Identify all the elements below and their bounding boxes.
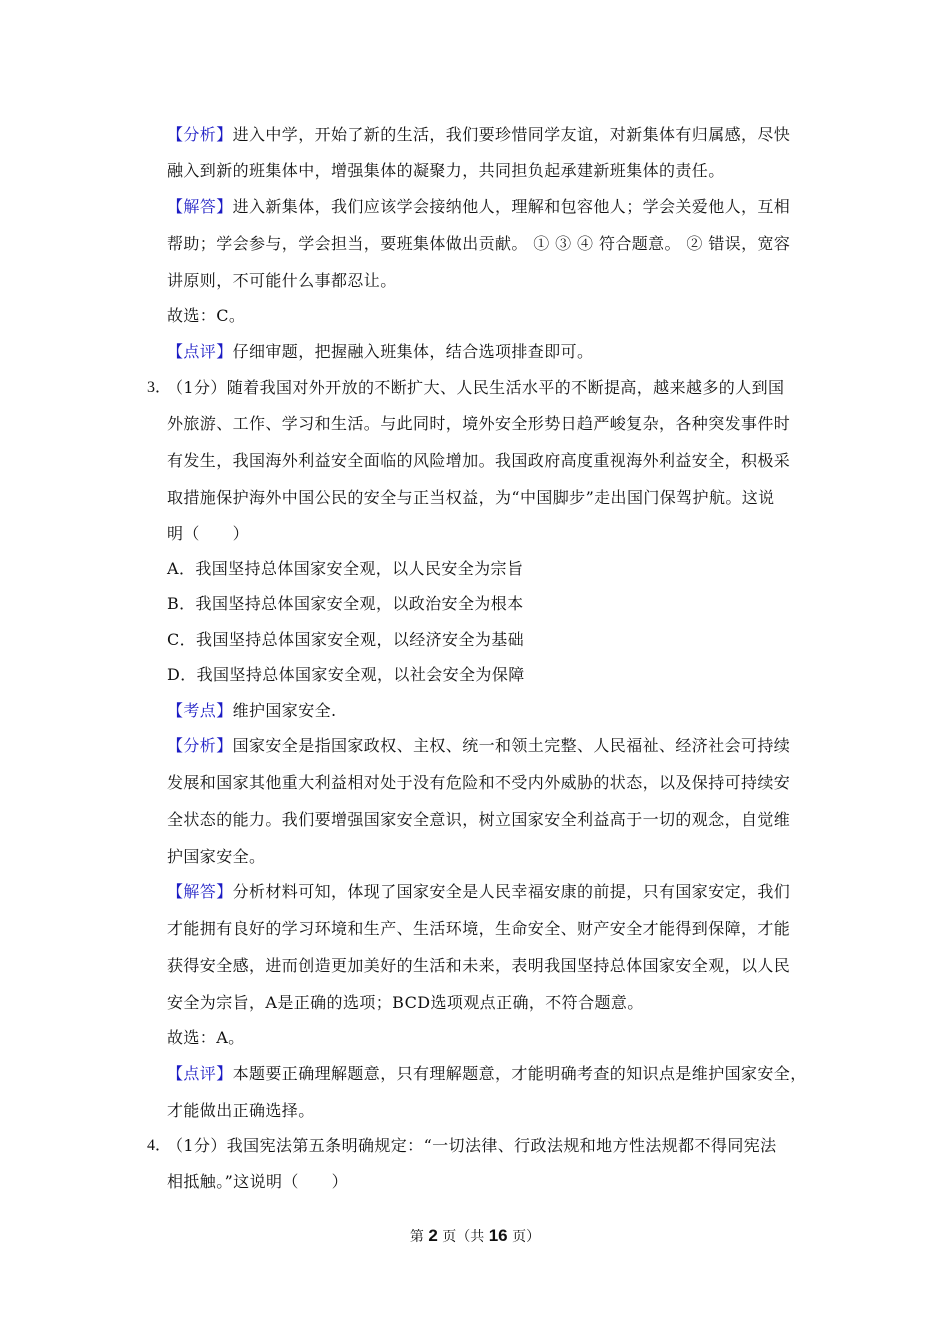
q3-stem-line-5: 明（ ）	[167, 524, 250, 543]
answer-tag: 【解答】	[167, 882, 233, 901]
q2-answer-line-3: 讲原则，不可能什么事都忍让。	[167, 271, 397, 290]
q3-stem-line-1: （1分）随着我国对外开放的不断扩大、人民生活水平的不断提高，越来越多的人到国	[167, 378, 785, 397]
q4-stem-line-2: 相抵触。”这说明（ ）	[167, 1172, 348, 1191]
q4-number: 4．	[147, 1137, 172, 1154]
q3-answer-line-3: 获得安全感，进而创造更加美好的生活和未来，表明我国坚持总体国家安全观，以人民	[167, 956, 791, 975]
analysis-tag: 【分析】	[167, 125, 233, 144]
point-tag: 【考点】	[167, 701, 233, 720]
q3-number: 3．	[147, 379, 172, 396]
q2-analysis-line-1: 【分析】进入中学，开始了新的生活，我们要珍惜同学友谊，对新集体有归属感，尽快	[167, 125, 791, 144]
q3-option-a: A．我国坚持总体国家安全观，以人民安全为宗旨	[167, 559, 524, 578]
answer-tag: 【解答】	[167, 197, 233, 216]
current-page-number: 2	[428, 1226, 438, 1245]
q2-comment: 【点评】仔细审题，把握融入班集体，结合选项排查即可。	[167, 342, 594, 361]
q3-answer-line-2: 才能拥有良好的学习环境和生产、生活环境，生命安全、财产安全才能得到保障，才能	[167, 919, 791, 938]
q2-choice: 故选：C。	[167, 306, 246, 325]
q3-answer-line-4: 安全为宗旨，A是正确的选项；BCD选项观点正确，不符合题意。	[167, 993, 644, 1012]
comment-tag: 【点评】	[167, 342, 233, 361]
analysis-tag: 【分析】	[167, 736, 233, 755]
q3-analysis-line-3: 全状态的能力。我们要增强国家安全意识，树立国家安全利益高于一切的观念，自觉维	[167, 810, 791, 829]
q3-option-b: B．我国坚持总体国家安全观，以政治安全为根本	[167, 594, 524, 613]
q3-option-c: C．我国坚持总体国家安全观，以经济安全为基础	[167, 630, 525, 649]
q3-choice: 故选：A。	[167, 1028, 245, 1047]
q3-stem-line-3: 有发生，我国海外利益安全面临的风险增加。我国政府高度重视海外利益安全，积极采	[167, 451, 791, 470]
q3-stem-line-2: 外旅游、工作、学习和生活。与此同时，境外安全形势日趋严峻复杂，各种突发事件时	[167, 414, 791, 433]
q3-stem-line-4: 取措施保护海外中国公民的安全与正当权益，为“中国脚步”走出国门保驾护航。这说	[167, 488, 775, 507]
q4-stem-line-1: （1分）我国宪法第五条明确规定：“一切法律、行政法规和地方性法规都不得同宪法	[167, 1136, 777, 1155]
q3-point: 【考点】维护国家安全.	[167, 701, 337, 720]
q3-comment-line-1: 【点评】本题要正确理解题意，只有理解题意，才能明确考查的知识点是维护国家安全，	[167, 1064, 807, 1083]
page-footer: 第 2 页（共 16 页）	[409, 1226, 541, 1245]
q2-answer-line-1: 【解答】进入新集体，我们应该学会接纳他人，理解和包容他人；学会关爱他人，互相	[167, 197, 791, 216]
q3-analysis-line-4: 护国家安全。	[167, 847, 266, 866]
q2-answer-line-2: 帮助；学会参与，学会担当，要班集体做出贡献。 ① ③ ④ 符合题意。 ② 错误，宽容	[167, 234, 791, 253]
q3-answer-line-1: 【解答】分析材料可知，体现了国家安全是人民幸福安康的前提，只有国家安定，我们	[167, 882, 791, 901]
q3-analysis-line-1: 【分析】国家安全是指国家政权、主权、统一和领土完整、人民福祉、经济社会可持续	[167, 736, 791, 755]
comment-tag: 【点评】	[167, 1064, 233, 1083]
total-pages-number: 16	[488, 1226, 508, 1245]
q2-analysis-line-2: 融入到新的班集体中，增强集体的凝聚力，共同担负起承建新班集体的责任。	[167, 161, 725, 180]
q3-comment-line-2: 才能做出正确选择。	[167, 1101, 315, 1120]
q3-analysis-line-2: 发展和国家其他重大利益相对处于没有危险和不受内外威胁的状态，以及保持可持续安	[167, 773, 791, 792]
q3-option-d: D．我国坚持总体国家安全观，以社会安全为保障	[167, 665, 525, 684]
